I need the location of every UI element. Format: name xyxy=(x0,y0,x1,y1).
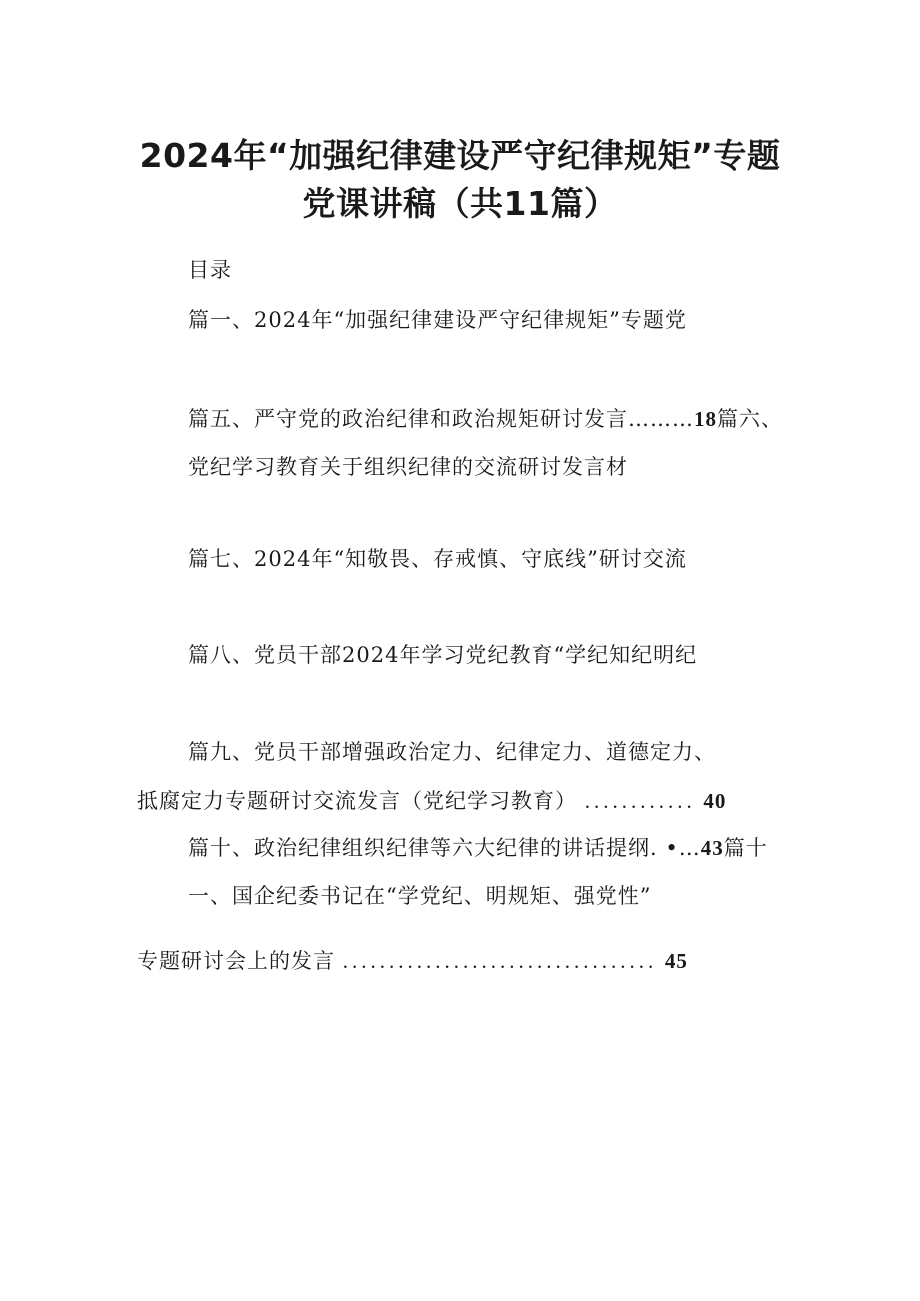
toc-entry-text: 篇八、党员干部2024年学习党纪教育“学纪知纪明纪 xyxy=(188,643,698,667)
toc-entry[interactable] xyxy=(188,641,697,669)
toc-page-number: 18 xyxy=(694,407,717,431)
toc-entry[interactable] xyxy=(188,738,716,766)
toc-entry-text: 专题研讨会上的发言 xyxy=(137,949,335,973)
toc-entry[interactable] xyxy=(137,787,726,815)
toc-entry-text: 篇十、政治纪律组织纪律等六大纪律的讲话提纲. •… xyxy=(188,836,701,860)
document-title-line-1: 2024年“加强纪律建设严守纪律规矩”专题 xyxy=(139,136,781,175)
toc-entry-text: 篇九、党员干部增强政治定力、纪律定力、道德定力、 xyxy=(188,740,716,764)
toc-page-number: 43 xyxy=(700,836,724,860)
toc-entry[interactable] xyxy=(188,453,628,481)
toc-entry[interactable] xyxy=(188,545,687,573)
toc-entry-text: 抵腐定力专题研讨交流发言（党纪学习教育） xyxy=(137,789,577,813)
toc-leader-dots: .................................. xyxy=(342,949,658,973)
toc-entry-text: 篇一、2024年“加强纪律建设严守纪律规矩”专题党 xyxy=(188,308,687,332)
toc-entry-text: 篇五、严守党的政治纪律和政治规矩研讨发言……… xyxy=(188,407,694,431)
toc-entry[interactable] xyxy=(188,882,651,910)
toc-entry-tail: 篇六、 xyxy=(717,407,783,431)
toc-entry-text: 党纪学习教育关于组织纪律的交流研讨发言材 xyxy=(188,455,628,479)
toc-page-number: 40 xyxy=(703,789,727,813)
toc-entry-tail: 篇十 xyxy=(723,836,768,860)
toc-entry[interactable] xyxy=(188,405,783,433)
toc-page-number: 45 xyxy=(664,949,688,973)
toc-entry-text: 篇七、2024年“知敬畏、存戒慎、守底线”研讨交流 xyxy=(188,547,687,571)
toc-entry-text: 一、国企纪委书记在“学党纪、明规矩、强党性” xyxy=(188,884,652,908)
toc-heading: 目录 xyxy=(188,258,232,282)
toc-entry[interactable] xyxy=(137,947,688,975)
document-title-line-2: 党课讲稿（共11篇） xyxy=(302,184,618,223)
toc-leader-dots: ............ xyxy=(584,789,696,813)
toc-entry[interactable] xyxy=(188,306,687,334)
toc-entry[interactable] xyxy=(188,834,768,862)
